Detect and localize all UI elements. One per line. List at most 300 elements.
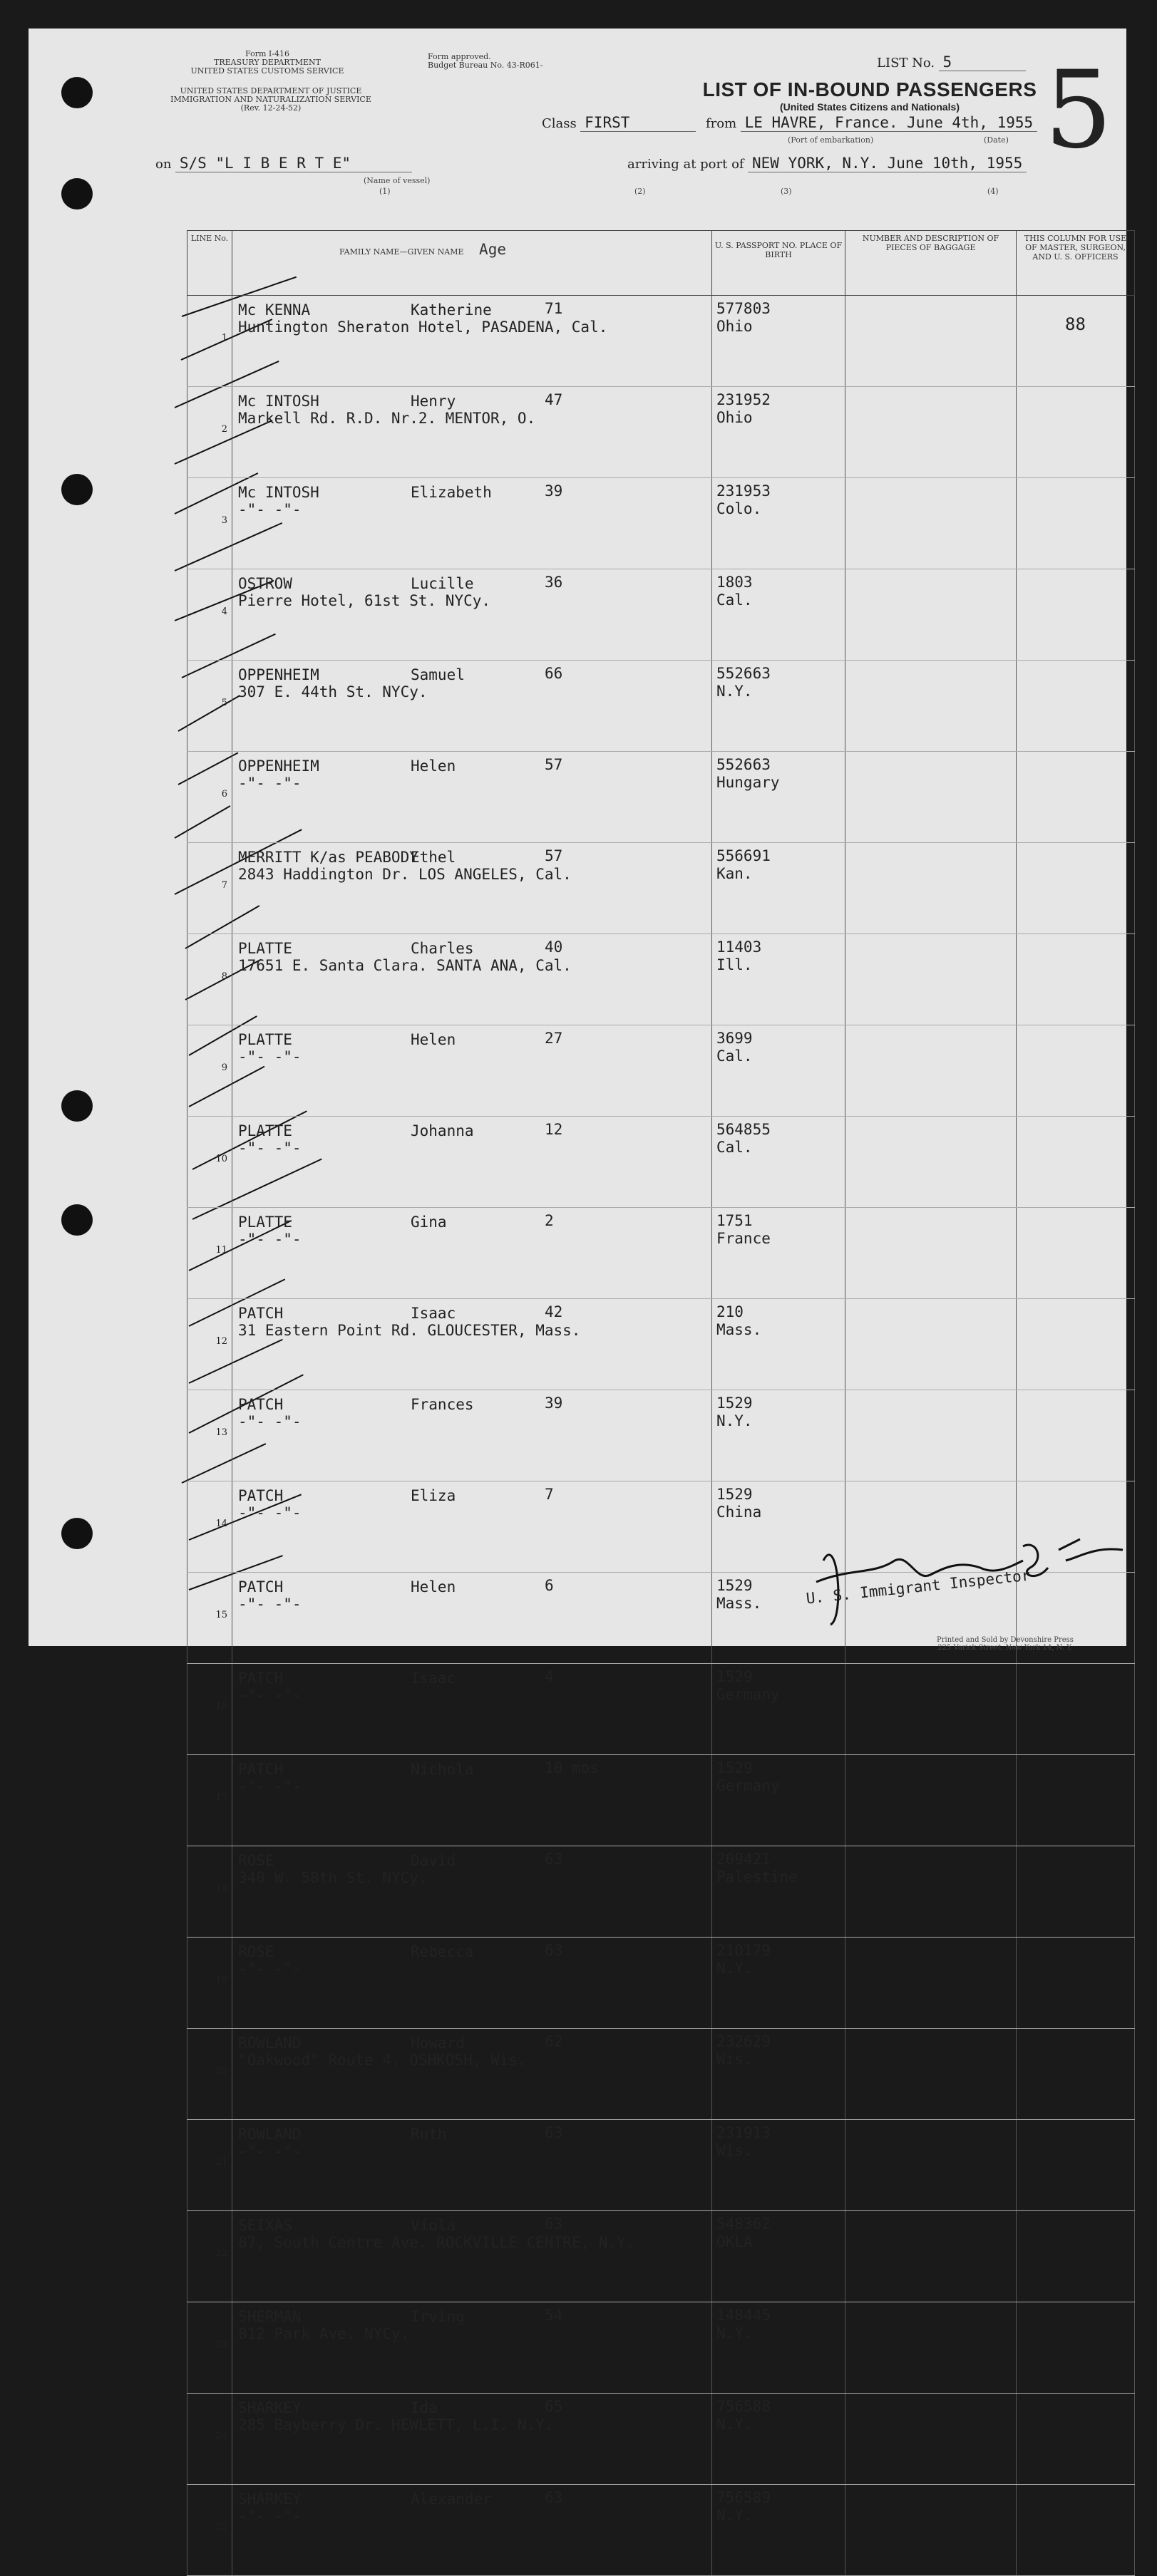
arriving-field	[627, 155, 1027, 172]
baggage-cell	[845, 661, 1017, 752]
officer-cell	[1017, 1664, 1135, 1755]
col-officers: THIS COLUMN FOR USE OF MASTER, SURGEON, AND U. S. OFFICERS	[1017, 231, 1135, 296]
age: 63	[545, 2489, 563, 2506]
age: 65	[545, 2398, 563, 2415]
passport-cell	[712, 1117, 845, 1208]
baggage-cell	[845, 843, 1017, 934]
address: -"- -"-	[238, 1595, 302, 1613]
name-cell	[232, 2485, 712, 2576]
given-name: Gina	[411, 1214, 447, 1231]
place-of-birth: N.Y.	[716, 2324, 753, 2342]
caption-col-3: (3)	[781, 187, 792, 196]
family-name: ROSE	[238, 1943, 274, 1960]
family-name: PATCH	[238, 1761, 284, 1778]
printer-imprint	[898, 1636, 1112, 1652]
age: 2	[545, 1212, 554, 1229]
officer-cell	[1017, 1938, 1135, 2029]
printer-line-1: Printed and Sold by Devonshire Press	[937, 1636, 1074, 1644]
age: 39	[545, 1395, 563, 1412]
age: 66	[545, 665, 563, 682]
table-row	[187, 1117, 1135, 1208]
binder-hole	[61, 1518, 93, 1549]
table-row	[187, 2120, 1135, 2211]
table-row	[187, 1755, 1135, 1846]
vessel-field	[155, 155, 412, 172]
address: 340 W. 58th St. NYCy.	[238, 1869, 428, 1886]
address: -"- -"-	[238, 1504, 302, 1521]
age: 27	[545, 1030, 563, 1047]
age: 47	[545, 391, 563, 408]
given-name: Ethel	[411, 849, 456, 866]
passport-number: 231952	[716, 391, 771, 408]
table-row	[187, 843, 1135, 934]
age: 71	[545, 300, 563, 317]
doj-name: UNITED STATES DEPARTMENT OF JUSTICE	[180, 86, 362, 95]
age: 12	[545, 1121, 563, 1138]
class-value: FIRST	[580, 114, 696, 132]
line-number: 6	[187, 752, 232, 843]
table-row	[187, 661, 1135, 752]
name-cell	[232, 387, 712, 478]
name-cell	[232, 1664, 712, 1755]
table-row	[187, 1025, 1135, 1117]
col-name	[232, 231, 712, 296]
col-line-no: LINE No.	[187, 231, 232, 296]
place-of-birth: Hungary	[716, 774, 780, 791]
given-name: Henry	[411, 393, 456, 410]
family-name: PLATTE	[238, 1031, 292, 1048]
place-of-birth: Ohio	[716, 318, 753, 335]
name-cell	[232, 2394, 712, 2485]
passport-cell	[712, 1299, 845, 1390]
line-number: 22	[187, 2211, 232, 2302]
passport-cell	[712, 296, 845, 387]
address: -"- -"-	[238, 1687, 302, 1704]
line-number: 17	[187, 1755, 232, 1846]
age: 10 mos	[545, 1759, 599, 1776]
baggage-cell	[845, 2211, 1017, 2302]
age: 63	[545, 1942, 563, 1959]
officer-cell	[1017, 387, 1135, 478]
officer-cell	[1017, 1299, 1135, 1390]
printer-line-2: 225 Varick Street, New York 14, N. Y.	[937, 1644, 1073, 1652]
line-number: 4	[187, 569, 232, 661]
passport-number: 231953	[716, 482, 771, 500]
place-of-birth: OKLA	[716, 2233, 753, 2250]
col-name-label: FAMILY NAME—GIVEN NAME	[339, 247, 464, 257]
table-row	[187, 934, 1135, 1025]
given-name: Ruth	[411, 2126, 447, 2143]
line-number: 8	[187, 934, 232, 1025]
baggage-cell	[845, 2302, 1017, 2394]
officer-cell	[1017, 2120, 1135, 2211]
baggage-cell	[845, 1938, 1017, 2029]
name-cell	[232, 1025, 712, 1117]
name-cell	[232, 1299, 712, 1390]
line-number: 3	[187, 478, 232, 569]
passport-cell	[712, 752, 845, 843]
passport-number: 564855	[716, 1121, 771, 1138]
name-cell	[232, 1208, 712, 1299]
address: Huntington Sheraton Hotel, PASADENA, Cal.	[238, 319, 608, 336]
treasury-department: TREASURY DEPARTMENT	[214, 58, 321, 67]
given-name: Viola	[411, 2217, 456, 2234]
given-name: Howard	[411, 2034, 465, 2052]
place-of-birth: Mass.	[716, 1595, 762, 1612]
given-name: David	[411, 1852, 456, 1869]
baggage-cell	[845, 569, 1017, 661]
address: -"- -"-	[238, 1231, 302, 1248]
passport-cell	[712, 1025, 845, 1117]
baggage-cell	[845, 478, 1017, 569]
family-name: Mc INTOSH	[238, 393, 319, 410]
passport-cell	[712, 1390, 845, 1481]
passport-cell	[712, 1208, 845, 1299]
baggage-cell	[845, 1299, 1017, 1390]
page-subtitle: (United States Citizens and Nationals)	[779, 101, 960, 113]
place-of-birth: Cal.	[716, 591, 753, 609]
table-header-row	[187, 231, 1135, 296]
address: -"- -"-	[238, 775, 302, 792]
passport-number: 1751	[716, 1212, 753, 1229]
baggage-cell	[845, 1755, 1017, 1846]
name-cell	[232, 1573, 712, 1664]
baggage-cell	[845, 1025, 1017, 1117]
passport-number: 548362	[716, 2215, 771, 2233]
address: 812 Park Ave. NYCy.	[238, 2325, 410, 2342]
on-label: on	[155, 157, 172, 172]
age: 63	[545, 2215, 563, 2233]
name-cell	[232, 478, 712, 569]
passport-cell	[712, 2302, 845, 2394]
passport-cell	[712, 1664, 845, 1755]
address: -"- -"-	[238, 2508, 302, 2525]
baggage-cell	[845, 387, 1017, 478]
table-row	[187, 478, 1135, 569]
officer-cell	[1017, 2394, 1135, 2485]
passport-cell	[712, 387, 845, 478]
inspector-label: U. S. Immigrant Inspector	[805, 1566, 1032, 1608]
passport-number: 231913	[716, 2124, 771, 2141]
binder-hole	[61, 1090, 93, 1122]
address: -"- -"-	[238, 1048, 302, 1065]
baggage-cell	[845, 2485, 1017, 2576]
line-number: 21	[187, 2120, 232, 2211]
line-number: 12	[187, 1299, 232, 1390]
from-label: from	[706, 116, 737, 131]
name-cell	[232, 569, 712, 661]
age: 36	[545, 574, 563, 591]
binder-hole	[61, 474, 93, 505]
line-number: 24	[187, 2394, 232, 2485]
place-of-birth: N.Y.	[716, 1960, 753, 1977]
address: 17651 E. Santa Clara. SANTA ANA, Cal.	[238, 957, 572, 974]
passport-cell	[712, 1938, 845, 2029]
given-name: Katherine	[411, 301, 492, 319]
place-of-birth: Germany	[716, 1777, 780, 1794]
address: -"- -"-	[238, 1139, 302, 1157]
name-cell	[232, 661, 712, 752]
family-name: OPPENHEIM	[238, 757, 319, 775]
officer-cell	[1017, 2485, 1135, 2576]
age: 40	[545, 938, 563, 956]
table-row	[187, 2029, 1135, 2120]
table-row	[187, 1390, 1135, 1481]
list-label: LIST No.	[877, 56, 935, 71]
line-number: 11	[187, 1208, 232, 1299]
family-name: ROSE	[238, 1852, 274, 1869]
officer-cell	[1017, 843, 1135, 934]
line-number: 25	[187, 2485, 232, 2576]
name-cell	[232, 2211, 712, 2302]
name-cell	[232, 1390, 712, 1481]
given-name: Johanna	[411, 1122, 474, 1139]
given-name: Irving	[411, 2308, 465, 2325]
baggage-cell	[845, 2120, 1017, 2211]
given-name: Isaac	[411, 1305, 456, 1322]
officer-cell	[1017, 934, 1135, 1025]
table-row	[187, 1846, 1135, 1938]
family-name: PLATTE	[238, 1122, 292, 1139]
table-row	[187, 2211, 1135, 2302]
address: "Oakwood" Route 4. OSHKOSH, Wis.	[238, 2052, 527, 2069]
place-of-birth: China	[716, 1504, 762, 1521]
page-title: LIST OF IN-BOUND PASSENGERS	[702, 78, 1037, 100]
given-name: Ida	[411, 2399, 438, 2416]
approval-block	[428, 53, 570, 70]
baggage-cell	[845, 1664, 1017, 1755]
place-of-birth: Colo.	[716, 500, 762, 517]
passport-number: 756588	[716, 2398, 771, 2415]
line-number: 16	[187, 1664, 232, 1755]
family-name: ROWLAND	[238, 2126, 302, 2143]
age: 57	[545, 756, 563, 773]
address: 31 Eastern Point Rd. GLOUCESTER, Mass.	[238, 1322, 581, 1339]
passport-number: 556691	[716, 847, 771, 864]
customs-service: UNITED STATES CUSTOMS SERVICE	[190, 66, 344, 76]
form-number: Form I-416	[245, 49, 289, 58]
place-of-birth: Ill.	[716, 956, 753, 973]
address: -"- -"-	[238, 2143, 302, 2160]
passport-number: 1529	[716, 1395, 753, 1412]
passport-cell	[712, 843, 845, 934]
passport-cell	[712, 661, 845, 752]
family-name: PATCH	[238, 1305, 284, 1322]
line-number: 18	[187, 1846, 232, 1938]
passport-number: 577803	[716, 300, 771, 317]
name-cell	[232, 843, 712, 934]
officer-cell	[1017, 478, 1135, 569]
passport-cell	[712, 934, 845, 1025]
given-name: Rebecca	[411, 1943, 474, 1960]
age: 39	[545, 482, 563, 500]
name-cell	[232, 1755, 712, 1846]
arriving-label: arriving at port of	[627, 157, 744, 172]
document-page	[29, 29, 1127, 2533]
officer-cell	[1017, 569, 1135, 661]
address: -"- -"-	[238, 1413, 302, 1430]
passport-cell	[712, 2029, 845, 2120]
family-name: ROWLAND	[238, 2034, 302, 2052]
officer-cell	[1017, 1025, 1135, 1117]
caption-col-1: (1)	[379, 187, 391, 196]
given-name: Helen	[411, 1031, 456, 1048]
passport-number: 1529	[716, 1577, 753, 1594]
place-of-birth: N.Y.	[716, 683, 753, 700]
officer-cell	[1017, 752, 1135, 843]
place-of-birth: Cal.	[716, 1048, 753, 1065]
address: 87, South Centre Ave. ROCKVILLE CENTRE, N.Y.	[238, 2234, 635, 2251]
table-row	[187, 1664, 1135, 1755]
name-cell	[232, 2029, 712, 2120]
passport-cell	[712, 569, 845, 661]
baggage-cell	[845, 752, 1017, 843]
address: 285 Bayberry Dr. HEWLETT, L.I. N.Y.	[238, 2416, 554, 2433]
passport-number: 210179	[716, 1942, 771, 1959]
name-cell	[232, 2120, 712, 2211]
given-name: Alexander	[411, 2490, 492, 2508]
family-name: PLATTE	[238, 940, 292, 957]
table-row	[187, 1299, 1135, 1390]
title-block	[656, 78, 1084, 113]
form-id-block	[175, 50, 360, 76]
family-name: PATCH	[238, 1396, 284, 1413]
name-cell	[232, 934, 712, 1025]
passport-cell	[712, 2485, 845, 2576]
place-of-birth: N.Y.	[716, 1412, 753, 1429]
given-name: Charles	[411, 940, 474, 957]
passport-cell	[712, 2211, 845, 2302]
officer-cell	[1017, 2302, 1135, 2394]
given-name: Isaac	[411, 1670, 456, 1687]
binder-hole	[61, 178, 93, 210]
col-age-label: Age	[479, 241, 506, 258]
passport-cell	[712, 2394, 845, 2485]
age: 42	[545, 1303, 563, 1320]
passenger-table	[187, 230, 1135, 2576]
family-name: SHERMAN	[238, 2308, 302, 2325]
col-passport: U. S. PASSPORT NO. PLACE OF BIRTH	[712, 231, 845, 296]
baggage-cell	[845, 1390, 1017, 1481]
given-name: Elizabeth	[411, 484, 492, 501]
place-of-birth: Wis.	[716, 2051, 753, 2068]
passport-cell	[712, 2120, 845, 2211]
passport-number: 552663	[716, 665, 771, 682]
table-row	[187, 752, 1135, 843]
from-value: LE HAVRE, France. June 4th, 1955	[741, 114, 1038, 132]
age: 4	[545, 1668, 554, 1685]
passport-number: 552663	[716, 756, 771, 773]
age: 54	[545, 2307, 563, 2324]
family-name: PATCH	[238, 1487, 284, 1504]
passport-number: 11403	[716, 938, 762, 956]
passenger-rows	[187, 296, 1135, 2576]
place-of-birth: N.Y.	[716, 2416, 753, 2433]
officer-cell: 88	[1017, 296, 1135, 387]
address: 2843 Haddington Dr. LOS ANGELES, Cal.	[238, 866, 572, 883]
vessel-value: S/S "L I B E R T E"	[175, 155, 412, 172]
given-name: Nichola	[411, 1761, 474, 1778]
caption-col-4: (4)	[987, 187, 999, 196]
family-name: PATCH	[238, 1578, 284, 1595]
table-row	[187, 387, 1135, 478]
place-of-birth: Mass.	[716, 1321, 762, 1338]
place-of-birth: France	[716, 1230, 771, 1247]
line-number: 1	[187, 296, 232, 387]
line-number: 20	[187, 2029, 232, 2120]
vessel-caption: (Name of vessel)	[364, 176, 431, 185]
passport-number: 148445	[716, 2307, 771, 2324]
name-cell	[232, 1846, 712, 1938]
from-field	[706, 114, 1037, 132]
baggage-cell	[845, 2029, 1017, 2120]
name-cell	[232, 1938, 712, 2029]
address: -"- -"-	[238, 1960, 302, 1977]
age: 6	[545, 1577, 554, 1594]
age: 63	[545, 1851, 563, 1868]
place-of-birth: Ohio	[716, 409, 753, 426]
age: 62	[545, 2033, 563, 2050]
list-number-field	[877, 53, 1026, 71]
line-number: 14	[187, 1481, 232, 1573]
officer-cell	[1017, 2211, 1135, 2302]
form-approved: Form approved.	[428, 52, 491, 61]
name-cell	[232, 296, 712, 387]
address: 307 E. 44th St. NYCy.	[238, 683, 428, 700]
caption-col-2: (2)	[634, 187, 646, 196]
family-name: SHARKEY	[238, 2490, 302, 2508]
officer-cell	[1017, 1117, 1135, 1208]
binder-hole	[61, 77, 93, 108]
given-name: Lucille	[411, 575, 474, 592]
class-label: Class	[542, 116, 577, 131]
address: Markell Rd. R.D. Nr.2. MENTOR, O.	[238, 410, 536, 427]
class-field	[542, 114, 696, 132]
table-row	[187, 1938, 1135, 2029]
doj-block	[153, 87, 389, 113]
officer-cell	[1017, 1208, 1135, 1299]
line-number: 23	[187, 2302, 232, 2394]
age: 63	[545, 2124, 563, 2141]
family-name: MERRITT K/as PEABODY	[238, 849, 418, 866]
place-of-birth: Wis.	[716, 2142, 753, 2159]
given-name: Samuel	[411, 666, 465, 683]
family-name: OSTROW	[238, 575, 292, 592]
port-caption: (Port of embarkation)	[788, 135, 874, 145]
family-name: SEIXAS	[238, 2217, 292, 2234]
family-name: PLATTE	[238, 1214, 292, 1231]
table-row	[187, 296, 1135, 387]
line-number: 13	[187, 1390, 232, 1481]
col-baggage: NUMBER AND DESCRIPTION OF PIECES OF BAGGAGE	[845, 231, 1017, 296]
passport-number: 210	[716, 1303, 744, 1320]
date-caption: (Date)	[984, 135, 1009, 145]
officer-cell	[1017, 1390, 1135, 1481]
baggage-cell	[845, 1117, 1017, 1208]
age: 57	[545, 847, 563, 864]
place-of-birth: Cal.	[716, 1139, 753, 1156]
place-of-birth: N.Y.	[716, 2507, 753, 2524]
name-cell	[232, 2302, 712, 2394]
age: 7	[545, 1486, 554, 1503]
form-revision: (Rev. 12-24-52)	[240, 103, 302, 113]
line-number: 2	[187, 387, 232, 478]
table-row	[187, 2485, 1135, 2576]
list-value: 5	[939, 53, 1026, 71]
name-cell	[232, 1481, 712, 1573]
passport-number: 232629	[716, 2033, 771, 2050]
name-cell	[232, 752, 712, 843]
